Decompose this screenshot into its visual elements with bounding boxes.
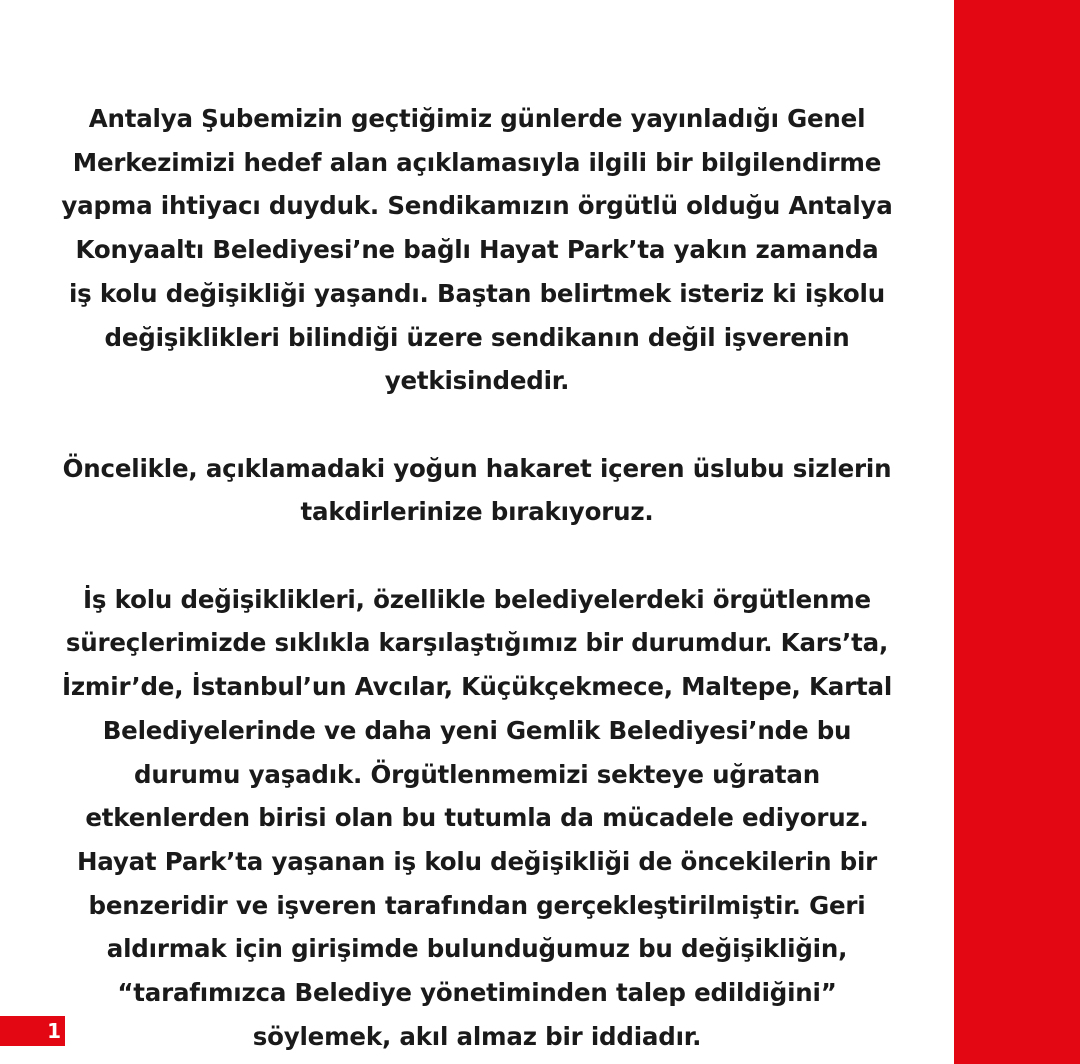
text-line: söylemek, akıl almaz bir iddiadır. [252, 1021, 702, 1051]
text-line: aldırmak için girişimde bulunduğumuz bu değişikliğin, [106, 934, 848, 964]
paragraph-2 [40, 447, 914, 534]
text-line: takdirlerinize bırakıyoruz. [300, 497, 654, 527]
accent-side-band [954, 0, 1080, 1064]
text-line: süreçlerimizde sıklıkla karşılaştığımız bir durumdur. Kars’ta, [65, 628, 889, 658]
page-number: 1 [47, 1019, 61, 1043]
text-line: İş kolu değişiklikleri, özellikle belediyelerdeki örgütlenme [83, 584, 871, 614]
text-line: İzmir’de, İstanbul’un Avcılar, Küçükçekmece, Maltepe, Kartal [61, 672, 893, 702]
text-line: Hayat Park’ta yaşanan iş kolu değişikliği de öncekilerin bir [76, 846, 878, 876]
text-line: değişiklikleri bilindiği üzere sendikanın değil işverenin [104, 322, 850, 352]
text-line: Belediyelerinde ve daha yeni Gemlik Belediyesi’nde bu [102, 715, 852, 745]
text-line: durumu yaşadık. Örgütlenmemizi sekteye uğratan [133, 759, 821, 789]
page-number-badge [0, 1016, 65, 1046]
paragraph-1 [40, 97, 914, 403]
text-line: Öncelikle, açıklamadaki yoğun hakaret içeren üslubu sizlerin [62, 453, 892, 483]
statement-body [40, 97, 914, 1058]
text-line: Merkezimizi hedef alan açıklamasıyla ilgili bir bilgilendirme [72, 147, 882, 177]
text-line: yapma ihtiyacı duyduk. Sendikamızın örgütlü olduğu Antalya [61, 191, 893, 221]
text-line: etkenlerden birisi olan bu tutumla da mücadele ediyoruz. [85, 803, 869, 833]
text-line: yetkisindedir. [384, 366, 570, 396]
text-line: Konyaaltı Belediyesi’ne bağlı Hayat Park’ta yakın zamanda [75, 235, 879, 265]
text-line: Antalya Şubemizin geçtiğimiz günlerde yayınladığı Genel [88, 104, 866, 133]
paragraph-3 [40, 578, 914, 1059]
text-line: iş kolu değişikliği yaşandı. Baştan belirtmek isteriz ki işkolu [68, 278, 885, 308]
text-line: “tarafımızca Belediye yönetiminden talep edildiğini” [117, 978, 837, 1008]
text-line: benzeridir ve işveren tarafından gerçekleştirilmiştir. Geri [88, 890, 866, 920]
